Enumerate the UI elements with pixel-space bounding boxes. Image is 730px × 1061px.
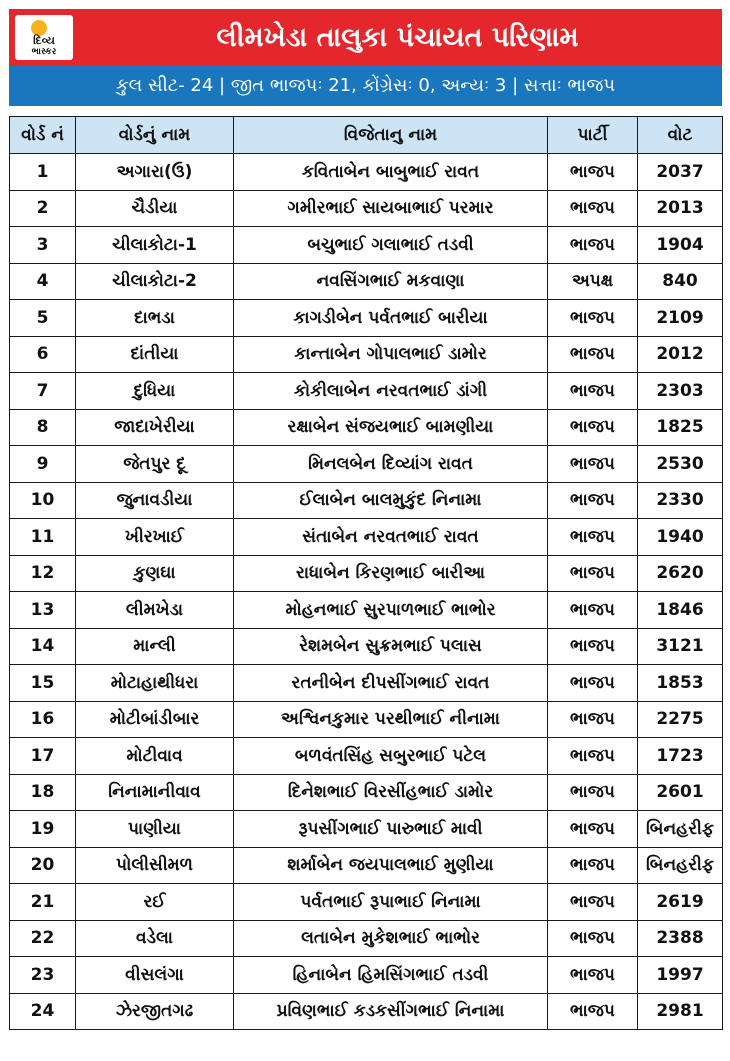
col-ward-number: વોર્ડ નં xyxy=(10,117,76,154)
cell-ward-name: વડેલા xyxy=(76,920,234,957)
table-row xyxy=(10,227,723,264)
cell-winner-name: પ્રવિણભાઈ કડકસીંગભાઈ નિનામા xyxy=(234,993,548,1030)
results-table xyxy=(9,116,723,1030)
cell-ward-number: 8 xyxy=(10,409,76,446)
cell-winner-name: સંતાબેન નરવતભાઈ રાવત xyxy=(234,519,548,556)
cell-votes: 2275 xyxy=(638,701,723,738)
cell-party: ભાજપ xyxy=(548,446,638,483)
divya-bhaskar-logo xyxy=(15,15,73,60)
cell-winner-name: શર્માબેન જયપાલભાઈ મુણીયા xyxy=(234,847,548,884)
cell-winner-name: ઈલાબેન બાલમુકુંદ નિનામા xyxy=(234,482,548,519)
cell-votes: 2388 xyxy=(638,920,723,957)
cell-votes: બિનહરીફ xyxy=(638,847,723,884)
cell-winner-name: કોકીલાબેન નરવતભાઈ ડાંગી xyxy=(234,373,548,410)
cell-ward-number: 5 xyxy=(10,300,76,337)
cell-party: ભાજપ xyxy=(548,300,638,337)
cell-ward-name: ઝેરજીતગઢ xyxy=(76,993,234,1030)
cell-winner-name: રૂપસીંગભાઈ પારુભાઈ માવી xyxy=(234,811,548,848)
cell-ward-name: કુણઘા xyxy=(76,555,234,592)
cell-ward-name: રઈ xyxy=(76,884,234,921)
header-banner xyxy=(9,9,722,66)
cell-votes: 3121 xyxy=(638,628,723,665)
cell-party: ભાજપ xyxy=(548,336,638,373)
table-row xyxy=(10,993,723,1030)
col-winner-name: વિજેતાનુ નામ xyxy=(234,117,548,154)
cell-party: ભાજપ xyxy=(548,811,638,848)
cell-ward-number: 17 xyxy=(10,738,76,775)
cell-winner-name: પર્વતભાઈ રૂપાભાઈ નિનામા xyxy=(234,884,548,921)
table-row xyxy=(10,409,723,446)
cell-party: ભાજપ xyxy=(548,592,638,629)
cell-winner-name: મોહનભાઈ સુરપાળભાઈ ભાભોર xyxy=(234,592,548,629)
cell-winner-name: હિનાબેન હિમસિંગભાઈ તડવી xyxy=(234,957,548,994)
table-row xyxy=(10,373,723,410)
cell-ward-name: ચૈડીયા xyxy=(76,190,234,227)
cell-ward-number: 1 xyxy=(10,154,76,191)
cell-ward-name: પોલીસીમળ xyxy=(76,847,234,884)
cell-votes: 1904 xyxy=(638,227,723,264)
cell-party: ભાજપ xyxy=(548,154,638,191)
cell-ward-number: 13 xyxy=(10,592,76,629)
cell-ward-name: ખીરખાઈ xyxy=(76,519,234,556)
cell-ward-name: પાણીયા xyxy=(76,811,234,848)
table-row xyxy=(10,446,723,483)
table-row xyxy=(10,190,723,227)
cell-votes: 2619 xyxy=(638,884,723,921)
cell-party: ભાજપ xyxy=(548,190,638,227)
cell-ward-number: 19 xyxy=(10,811,76,848)
table-row xyxy=(10,920,723,957)
cell-winner-name: રતનીબેન દીપસીંગભાઈ રાવત xyxy=(234,665,548,702)
cell-winner-name: બચુભાઈ ગલાભાઈ તડવી xyxy=(234,227,548,264)
cell-ward-name: જાદાખેરીયા xyxy=(76,409,234,446)
summary-bar: કુલ સીટ- 24 | જીત ભાજપઃ 21, કોંગ્રેસઃ 0, અન્યઃ 3 | સત્તાઃ ભાજપ xyxy=(9,66,722,106)
cell-winner-name: કાન્તાબેન ગોપાલભાઈ ડામોર xyxy=(234,336,548,373)
cell-winner-name: કવિતાબેન બાબુભાઈ રાવત xyxy=(234,154,548,191)
table-row xyxy=(10,154,723,191)
cell-party: અપક્ષ xyxy=(548,263,638,300)
table-row xyxy=(10,592,723,629)
cell-winner-name: બળવંતસિંહ સબુરભાઈ પટેલ xyxy=(234,738,548,775)
cell-votes: 1940 xyxy=(638,519,723,556)
cell-ward-number: 10 xyxy=(10,482,76,519)
cell-ward-name: મોટીવાવ xyxy=(76,738,234,775)
cell-votes: 2981 xyxy=(638,993,723,1030)
cell-winner-name: દિનેશભાઈ વિરસીંહભાઈ ડામોર xyxy=(234,774,548,811)
cell-votes: 2109 xyxy=(638,300,723,337)
cell-ward-name: નિનામાનીવાવ xyxy=(76,774,234,811)
table-row xyxy=(10,482,723,519)
cell-ward-name: જેતપુર દૂ xyxy=(76,446,234,483)
cell-ward-number: 11 xyxy=(10,519,76,556)
cell-party: ભાજપ xyxy=(548,993,638,1030)
cell-winner-name: ગમીરભાઈ સાયબાભાઈ પરમાર xyxy=(234,190,548,227)
cell-party: ભાજપ xyxy=(548,847,638,884)
table-row xyxy=(10,628,723,665)
cell-ward-name: લીમખેડા xyxy=(76,592,234,629)
cell-votes: 1997 xyxy=(638,957,723,994)
cell-ward-number: 24 xyxy=(10,993,76,1030)
page-title: લીમખેડા તાલુકા પંચાયત પરિણામ xyxy=(216,22,579,53)
cell-ward-number: 23 xyxy=(10,957,76,994)
cell-ward-number: 4 xyxy=(10,263,76,300)
cell-ward-name: જુનાવડીયા xyxy=(76,482,234,519)
cell-ward-name: અગારા(ઉ) xyxy=(76,154,234,191)
table-row xyxy=(10,701,723,738)
logo-line-2: ભાસ્કર xyxy=(31,47,57,57)
cell-ward-name: મોટીબાંડીબાર xyxy=(76,701,234,738)
cell-ward-number: 12 xyxy=(10,555,76,592)
logo-line-1: દિવ્ય xyxy=(33,34,55,47)
cell-votes: 1825 xyxy=(638,409,723,446)
cell-ward-name: ચીલાકોટા-2 xyxy=(76,263,234,300)
table-row xyxy=(10,263,723,300)
cell-ward-name: માન્લી xyxy=(76,628,234,665)
cell-votes: 840 xyxy=(638,263,723,300)
table-row xyxy=(10,884,723,921)
cell-votes: 1723 xyxy=(638,738,723,775)
cell-party: ભાજપ xyxy=(548,920,638,957)
cell-ward-number: 21 xyxy=(10,884,76,921)
cell-party: ભાજપ xyxy=(548,774,638,811)
cell-ward-name: ચીલાકોટા-1 xyxy=(76,227,234,264)
col-party: પાર્ટી xyxy=(548,117,638,154)
cell-party: ભાજપ xyxy=(548,482,638,519)
cell-ward-number: 22 xyxy=(10,920,76,957)
cell-ward-number: 18 xyxy=(10,774,76,811)
col-ward-name: વોર્ડનું નામ xyxy=(76,117,234,154)
cell-ward-number: 3 xyxy=(10,227,76,264)
cell-ward-number: 2 xyxy=(10,190,76,227)
cell-party: ભાજપ xyxy=(548,555,638,592)
cell-party: ભાજપ xyxy=(548,373,638,410)
cell-votes: 2530 xyxy=(638,446,723,483)
cell-ward-number: 20 xyxy=(10,847,76,884)
cell-ward-name: વીસલંગા xyxy=(76,957,234,994)
cell-winner-name: મિનલબેન દિવ્યાંગ રાવત xyxy=(234,446,548,483)
table-row xyxy=(10,774,723,811)
table-row xyxy=(10,847,723,884)
cell-winner-name: કાગડીબેન પર્વતભાઈ બારીયા xyxy=(234,300,548,337)
cell-ward-name: મોટાહાથીધરા xyxy=(76,665,234,702)
cell-ward-name: દાંતીયા xyxy=(76,336,234,373)
cell-party: ભાજપ xyxy=(548,519,638,556)
cell-votes: 2013 xyxy=(638,190,723,227)
cell-votes: 2601 xyxy=(638,774,723,811)
cell-party: ભાજપ xyxy=(548,884,638,921)
cell-ward-name: દુધિયા xyxy=(76,373,234,410)
cell-ward-name: દાભડા xyxy=(76,300,234,337)
cell-votes: 2620 xyxy=(638,555,723,592)
cell-winner-name: અશ્વિનકુમાર પરથીભાઈ નીનામા xyxy=(234,701,548,738)
cell-winner-name: રક્ષાબેન સંજયભાઈ બામણીયા xyxy=(234,409,548,446)
table-header-row xyxy=(10,117,723,154)
table-row xyxy=(10,665,723,702)
cell-ward-number: 9 xyxy=(10,446,76,483)
cell-winner-name: રાધાબેન કિરણભાઈ બારીઆ xyxy=(234,555,548,592)
cell-ward-number: 16 xyxy=(10,701,76,738)
cell-ward-number: 6 xyxy=(10,336,76,373)
cell-party: ભાજપ xyxy=(548,701,638,738)
cell-party: ભાજપ xyxy=(548,227,638,264)
cell-party: ભાજપ xyxy=(548,409,638,446)
table-row xyxy=(10,300,723,337)
table-row xyxy=(10,738,723,775)
cell-winner-name: રેશમબેન સુક્રમભાઈ પલાસ xyxy=(234,628,548,665)
cell-votes: 2037 xyxy=(638,154,723,191)
table-row xyxy=(10,811,723,848)
table-row xyxy=(10,957,723,994)
table-body xyxy=(10,154,723,1030)
cell-ward-number: 15 xyxy=(10,665,76,702)
cell-votes: 1853 xyxy=(638,665,723,702)
cell-party: ભાજપ xyxy=(548,628,638,665)
cell-winner-name: લતાબેન મુકેશભાઈ ભાભોર xyxy=(234,920,548,957)
cell-votes: બિનહરીફ xyxy=(638,811,723,848)
table-row xyxy=(10,519,723,556)
cell-votes: 2303 xyxy=(638,373,723,410)
cell-party: ભાજપ xyxy=(548,738,638,775)
table-row xyxy=(10,555,723,592)
col-votes: વોટ xyxy=(638,117,723,154)
cell-votes: 2330 xyxy=(638,482,723,519)
cell-winner-name: નવસિંગભાઈ મકવાણા xyxy=(234,263,548,300)
cell-party: ભાજપ xyxy=(548,665,638,702)
table-row xyxy=(10,336,723,373)
cell-ward-number: 14 xyxy=(10,628,76,665)
cell-party: ભાજપ xyxy=(548,957,638,994)
cell-ward-number: 7 xyxy=(10,373,76,410)
cell-votes: 1846 xyxy=(638,592,723,629)
cell-votes: 2012 xyxy=(638,336,723,373)
